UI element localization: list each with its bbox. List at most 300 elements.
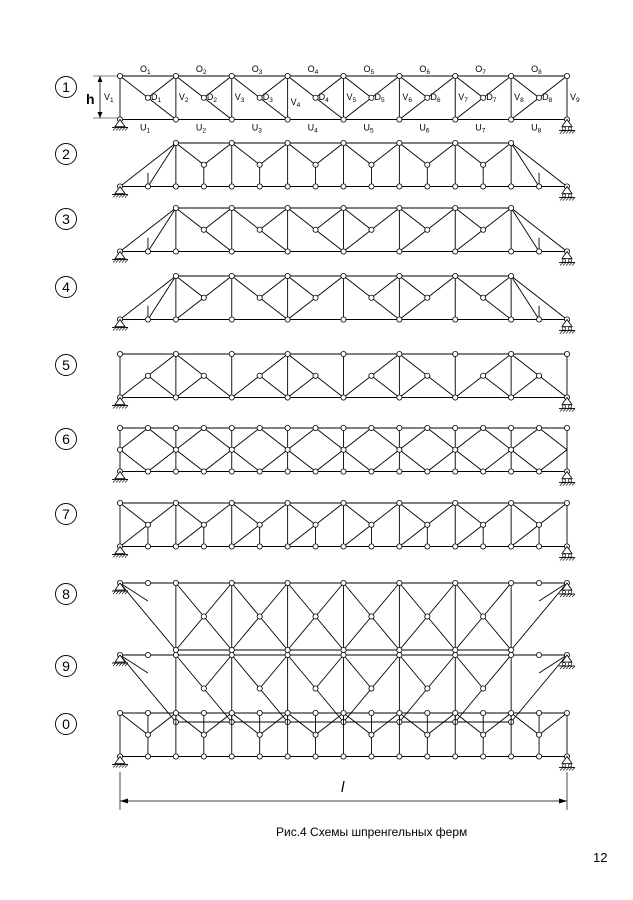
- truss-member: [316, 655, 344, 689]
- truss-node: [425, 710, 430, 715]
- truss-node: [313, 710, 318, 715]
- truss-node: [229, 273, 234, 278]
- truss-node: [201, 184, 206, 189]
- truss-scheme-3: [56, 205, 576, 265]
- truss-member: [399, 583, 427, 617]
- member-label: $V_5$: [346, 92, 357, 104]
- truss-node: [509, 544, 514, 549]
- truss-node: [536, 522, 541, 527]
- truss-node: [453, 580, 458, 585]
- truss-member: [120, 450, 148, 472]
- truss-scheme-5: [56, 351, 576, 411]
- member-label: $V_8$: [514, 92, 524, 104]
- truss-node: [453, 647, 458, 652]
- truss-scheme-8: [56, 580, 576, 652]
- truss-node: [509, 395, 514, 400]
- truss-node: [341, 544, 346, 549]
- truss-node: [285, 351, 290, 356]
- truss-node: [257, 522, 262, 527]
- truss-node: [397, 500, 402, 505]
- truss-node: [173, 317, 178, 322]
- truss-member: [204, 143, 232, 165]
- truss-member: [316, 208, 344, 230]
- truss-member: [511, 525, 539, 547]
- truss-node: [397, 544, 402, 549]
- truss-member: [120, 503, 148, 525]
- truss-node: [397, 351, 402, 356]
- truss-member: [371, 376, 399, 398]
- truss-node: [257, 469, 262, 474]
- truss-member: [148, 450, 176, 472]
- truss-member: [511, 583, 567, 650]
- scheme-number: 5: [62, 357, 70, 373]
- truss-member: [288, 617, 316, 651]
- truss-member: [455, 583, 483, 617]
- truss-node: [369, 295, 374, 300]
- truss-node: [453, 754, 458, 759]
- member-label: $V_4$: [290, 97, 301, 109]
- truss-node: [341, 205, 346, 210]
- scheme-number: 8: [62, 586, 70, 602]
- scheme-number: 2: [62, 146, 70, 162]
- truss-member: [176, 428, 204, 450]
- truss-node: [145, 425, 150, 430]
- truss-node: [536, 184, 541, 189]
- truss-node: [201, 95, 206, 100]
- truss-node: [425, 373, 430, 378]
- truss-node: [285, 647, 290, 652]
- truss-node: [425, 184, 430, 189]
- truss-node: [397, 117, 402, 122]
- truss-node: [453, 117, 458, 122]
- truss-node: [229, 710, 234, 715]
- truss-member: [120, 713, 148, 735]
- scheme-number: 7: [62, 506, 70, 522]
- truss-node: [313, 295, 318, 300]
- truss-member: [204, 583, 232, 617]
- truss-node: [313, 754, 318, 759]
- pin-support: [112, 320, 128, 331]
- page-number: 12: [593, 850, 608, 865]
- truss-node: [285, 652, 290, 657]
- member-label: $O_5$: [363, 64, 375, 76]
- truss-member: [344, 450, 372, 472]
- truss-node: [341, 469, 346, 474]
- truss-node: [453, 184, 458, 189]
- truss-member: [316, 617, 344, 651]
- truss-node: [145, 732, 150, 737]
- truss-node: [564, 351, 569, 356]
- truss-member: [176, 143, 204, 165]
- member-label: $V_2$: [178, 92, 189, 104]
- truss-node: [145, 710, 150, 715]
- truss-node: [369, 732, 374, 737]
- truss-node: [453, 205, 458, 210]
- member-label: $U_4$: [307, 122, 318, 135]
- scheme-number: 4: [62, 279, 70, 295]
- truss-member: [511, 208, 539, 252]
- truss-member: [260, 428, 288, 450]
- truss-member: [204, 503, 232, 525]
- truss-node: [229, 425, 234, 430]
- truss-member: [455, 428, 483, 450]
- truss-member: [204, 655, 232, 689]
- truss-node: [173, 652, 178, 657]
- truss-member: [427, 617, 455, 651]
- truss-member: [511, 450, 539, 472]
- truss-member: [288, 503, 316, 525]
- scheme-number: 6: [62, 431, 70, 447]
- truss-node: [257, 95, 262, 100]
- truss-node: [509, 469, 514, 474]
- truss-node: [173, 140, 178, 145]
- truss-member: [511, 428, 539, 450]
- truss-member: [204, 713, 232, 735]
- truss-node: [341, 500, 346, 505]
- pin-support: [112, 252, 128, 263]
- member-label: $D_3$: [262, 92, 273, 104]
- truss-node: [453, 469, 458, 474]
- truss-node: [341, 73, 346, 78]
- truss-node: [369, 544, 374, 549]
- truss-node: [425, 732, 430, 737]
- truss-node: [369, 469, 374, 474]
- truss-node: [145, 184, 150, 189]
- truss-member: [204, 428, 232, 450]
- roller-support: [559, 547, 575, 561]
- member-label: $U_8$: [531, 122, 542, 135]
- truss-node: [509, 500, 514, 505]
- truss-node: [425, 686, 430, 691]
- truss-node: [564, 73, 569, 78]
- truss-node: [369, 614, 374, 619]
- truss-node: [453, 249, 458, 254]
- truss-node: [229, 73, 234, 78]
- pin-support: [112, 583, 128, 594]
- truss-node: [145, 249, 150, 254]
- truss-node: [173, 500, 178, 505]
- truss-node: [397, 184, 402, 189]
- truss-member: [204, 450, 232, 472]
- truss-scheme-4: [56, 273, 576, 333]
- pin-support: [112, 472, 128, 483]
- truss-member: [344, 583, 372, 617]
- truss-member: [176, 450, 204, 472]
- truss-member: [288, 525, 316, 547]
- truss-node: [201, 614, 206, 619]
- truss-node: [369, 373, 374, 378]
- truss-member: [344, 617, 372, 651]
- truss-node: [313, 544, 318, 549]
- truss-member: [232, 450, 260, 472]
- truss-node: [313, 95, 318, 100]
- truss-node: [397, 249, 402, 254]
- truss-node: [509, 351, 514, 356]
- member-label: $V_9$: [570, 92, 580, 104]
- truss-node: [229, 500, 234, 505]
- truss-node: [285, 425, 290, 430]
- roller-support: [559, 187, 575, 201]
- truss-node: [481, 544, 486, 549]
- truss-node: [481, 373, 486, 378]
- truss-node: [229, 652, 234, 657]
- truss-node: [397, 317, 402, 322]
- truss-node: [285, 205, 290, 210]
- truss-node: [369, 710, 374, 715]
- pin-support: [112, 398, 128, 409]
- truss-node: [285, 544, 290, 549]
- truss-member: [148, 208, 176, 252]
- truss-node: [481, 522, 486, 527]
- truss-node: [425, 295, 430, 300]
- truss-node: [341, 652, 346, 657]
- truss-node: [509, 647, 514, 652]
- truss-node: [173, 754, 178, 759]
- truss-member: [232, 143, 260, 165]
- truss-node: [257, 227, 262, 232]
- truss-node: [481, 425, 486, 430]
- truss-node: [509, 205, 514, 210]
- truss-member: [120, 583, 176, 650]
- truss-node: [145, 469, 150, 474]
- truss-node: [536, 249, 541, 254]
- truss-node: [229, 395, 234, 400]
- truss-member: [483, 617, 511, 651]
- truss-node: [229, 580, 234, 585]
- truss-node: [201, 754, 206, 759]
- truss-node: [509, 447, 514, 452]
- truss-node: [425, 162, 430, 167]
- truss-node: [397, 395, 402, 400]
- truss-node: [145, 95, 150, 100]
- truss-member: [316, 583, 344, 617]
- truss-node: [453, 317, 458, 322]
- truss-node: [425, 614, 430, 619]
- truss-member: [288, 583, 316, 617]
- truss-node: [285, 754, 290, 759]
- member-label: $D_1$: [150, 92, 162, 104]
- truss-node: [173, 710, 178, 715]
- truss-member: [511, 376, 539, 398]
- truss-member: [455, 525, 483, 547]
- truss-node: [509, 652, 514, 657]
- truss-member: [399, 655, 427, 689]
- truss-node: [313, 425, 318, 430]
- truss-member: [260, 450, 288, 472]
- truss-member: [344, 208, 372, 230]
- truss-node: [229, 351, 234, 356]
- truss-node: [369, 184, 374, 189]
- truss-node: [536, 425, 541, 430]
- member-label: $D_4$: [318, 92, 329, 104]
- truss-node: [285, 73, 290, 78]
- truss-member: [148, 376, 176, 398]
- truss-node: [453, 395, 458, 400]
- truss-node: [341, 351, 346, 356]
- truss-node: [229, 140, 234, 145]
- truss-member: [316, 143, 344, 165]
- truss-member: [399, 713, 427, 735]
- truss-node: [481, 732, 486, 737]
- truss-node: [117, 447, 122, 452]
- truss-node: [285, 184, 290, 189]
- truss-node: [481, 184, 486, 189]
- truss-node: [285, 317, 290, 322]
- truss-node: [397, 205, 402, 210]
- truss-node: [397, 710, 402, 715]
- truss-node: [369, 754, 374, 759]
- figure-caption: Рис.4 Схемы шпренгельных ферм: [276, 825, 468, 839]
- truss-node: [173, 425, 178, 430]
- scheme-number: 3: [62, 211, 70, 227]
- truss-member: [371, 428, 399, 450]
- truss-member: [260, 713, 288, 735]
- scheme-number: 9: [62, 658, 70, 674]
- truss-node: [201, 686, 206, 691]
- truss-member: [148, 276, 176, 320]
- truss-node: [313, 522, 318, 527]
- truss-node: [453, 500, 458, 505]
- member-label: $U_2$: [195, 122, 206, 135]
- truss-member: [316, 713, 344, 735]
- truss-member: [176, 713, 204, 735]
- schemes-layer: [56, 64, 581, 771]
- truss-node: [425, 754, 430, 759]
- pin-support: [112, 120, 128, 131]
- truss-node: [201, 544, 206, 549]
- truss-node: [257, 295, 262, 300]
- truss-node: [201, 227, 206, 232]
- roller-support: [559, 398, 575, 412]
- truss-node: [285, 117, 290, 122]
- truss-node: [397, 425, 402, 430]
- truss-scheme-7: [56, 500, 576, 560]
- member-label: $V_6$: [402, 92, 413, 104]
- truss-node: [229, 754, 234, 759]
- truss-node: [145, 580, 150, 585]
- truss-member: [455, 713, 483, 735]
- truss-node: [453, 710, 458, 715]
- truss-node: [201, 710, 206, 715]
- truss-node: [425, 522, 430, 527]
- truss-member: [260, 208, 288, 230]
- truss-node: [285, 469, 290, 474]
- truss-node: [145, 373, 150, 378]
- member-label: $O_2$: [195, 64, 207, 76]
- truss-member: [344, 525, 372, 547]
- truss-member: [344, 143, 372, 165]
- member-label: $O_8$: [531, 64, 542, 76]
- truss-member: [371, 450, 399, 472]
- truss-node: [481, 95, 486, 100]
- truss-member: [288, 450, 316, 472]
- roller-support: [559, 120, 575, 134]
- truss-node: [397, 73, 402, 78]
- truss-node: [229, 544, 234, 549]
- member-label: $U_6$: [419, 122, 430, 135]
- truss-node: [117, 73, 122, 78]
- truss-member: [316, 503, 344, 525]
- truss-member: [483, 276, 511, 298]
- truss-node: [313, 373, 318, 378]
- truss-member: [344, 428, 372, 450]
- truss-scheme-1: [56, 73, 576, 133]
- truss-node: [564, 500, 569, 505]
- truss-member: [232, 617, 260, 651]
- truss-node: [536, 710, 541, 715]
- truss-node: [425, 425, 430, 430]
- truss-node: [313, 732, 318, 737]
- truss-node: [397, 140, 402, 145]
- truss-node: [369, 227, 374, 232]
- truss-member: [483, 450, 511, 472]
- truss-node: [285, 249, 290, 254]
- truss-node: [201, 732, 206, 737]
- truss-member: [399, 450, 427, 472]
- truss-member: [427, 428, 455, 450]
- truss-node: [536, 469, 541, 474]
- truss-node: [397, 447, 402, 452]
- truss-node: [481, 754, 486, 759]
- truss-member: [260, 503, 288, 525]
- truss-node: [481, 162, 486, 167]
- truss-node: [257, 544, 262, 549]
- member-label: $O_6$: [419, 64, 430, 76]
- truss-member: [455, 208, 483, 230]
- truss-node: [117, 351, 122, 356]
- truss-node: [229, 117, 234, 122]
- truss-member: [148, 713, 176, 735]
- truss-node: [453, 652, 458, 657]
- truss-node: [201, 522, 206, 527]
- truss-node: [481, 686, 486, 691]
- truss-member: [371, 276, 399, 298]
- truss-member: [511, 276, 539, 320]
- truss-node: [369, 522, 374, 527]
- truss-node: [117, 500, 122, 505]
- truss-node: [564, 425, 569, 430]
- truss-node: [341, 580, 346, 585]
- truss-member: [148, 428, 176, 450]
- truss-member: [316, 428, 344, 450]
- truss-node: [117, 710, 122, 715]
- truss-node: [313, 227, 318, 232]
- truss-member: [260, 143, 288, 165]
- truss-member: [427, 503, 455, 525]
- truss-member: [316, 450, 344, 472]
- truss-scheme-0: [56, 710, 576, 770]
- truss-member: [371, 503, 399, 525]
- truss-node: [313, 686, 318, 691]
- truss-node: [257, 754, 262, 759]
- truss-member: [399, 428, 427, 450]
- truss-node: [536, 317, 541, 322]
- truss-member: [260, 617, 288, 651]
- truss-node: [145, 522, 150, 527]
- member-label: $U_5$: [363, 122, 374, 135]
- truss-node: [509, 140, 514, 145]
- truss-node: [201, 162, 206, 167]
- truss-node: [285, 447, 290, 452]
- truss-node: [341, 754, 346, 759]
- truss-node: [173, 580, 178, 585]
- truss-node: [257, 614, 262, 619]
- truss-member: [288, 276, 316, 298]
- truss-node: [509, 184, 514, 189]
- truss-member: [399, 208, 427, 230]
- truss-member: [399, 276, 427, 298]
- roller-support: [559, 472, 575, 486]
